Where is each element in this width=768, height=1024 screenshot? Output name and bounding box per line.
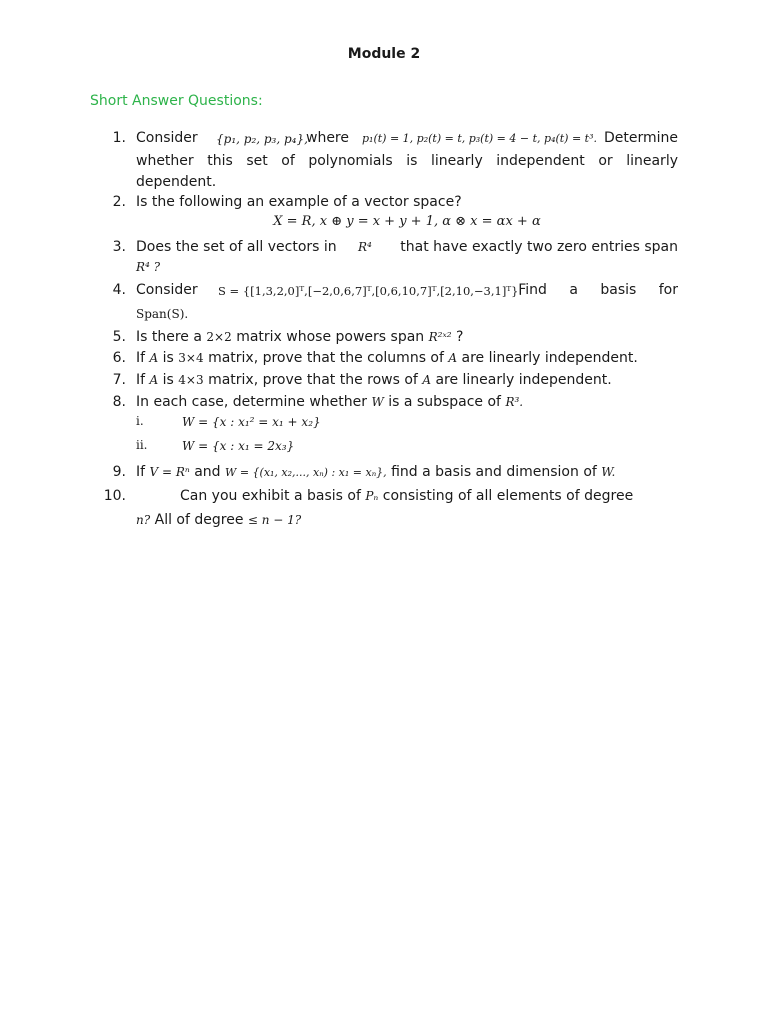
- question-text: If A is 3×4 matrix, prove that the columns of A are linearly independent.: [136, 350, 638, 366]
- question-number: 9.: [112, 464, 126, 480]
- document-page: Module 2 Short Answer Questions: 1. Consider {p₁, p₂, p₃, p₄}, where p₁(t) = 1, p₂(t) = t, p₃(t) = 4 − t, p₄(t) = t³. Determine whether this set of polynomials is linearly independent or linearly dependent. 2. Is the following an example of a vector space? X = R, x ⊕ y = x + y + 1, α ⊗ x = αx + α 3. Does the set of all vectors in R⁴ that have exactly two zero entries span R⁴ ? 4. Consider S = {[1,3,2,0]ᵀ,[−2,0,6,7]ᵀ,[0,6,10,7]ᵀ,[2,10,−3,1]ᵀ}. Find a basis for Span(S). 5. Is there a 2×2 matrix whose powers span R²ˣ² ? 6. If A is 3×4 matrix, prove that the columns of A are linearly independent. 7. If A is 4×3 matrix, prove that the rows of A are linearly independent. 8. In each case, determine whether W is a subspace of R³. i. W = {x : x₁² = x₁ + x₂} ii. W = {x : x₁ = 2x₃} 9. If V = Rⁿ and W = {(x₁, x₂,..., xₙ) : x₁ = xₙ}, find a basis and dimension of W. 10. Can you exhibit a basis of Pₙ consisting of all elements of degree n? All of degree ≤ n − 1?: [0, 0, 768, 1024]
- question-number: 10.: [103, 488, 126, 504]
- question-number: 2.: [112, 194, 126, 210]
- question-text: If V = Rⁿ and W = {(x₁, x₂,..., xₙ) : x₁ = xₙ}, find a basis and dimension of W.: [136, 464, 616, 480]
- question-text: In each case, determine whether W is a subspace of R³.: [136, 394, 524, 410]
- question-text: If A is 4×3 matrix, prove that the rows of A are linearly independent.: [136, 372, 612, 388]
- question-number: 4.: [112, 282, 126, 298]
- polynomial-definitions: p₁(t) = 1, p₂(t) = t, p₃(t) = 4 − t, p₄(t) = t³.: [362, 132, 598, 145]
- question-number: 8.: [112, 394, 126, 410]
- question-text: Is there a 2×2 matrix whose powers span R²ˣ² ?: [136, 329, 464, 345]
- question-number: 7.: [112, 372, 126, 388]
- question-text-continued: n? All of degree ≤ n − 1?: [136, 512, 302, 528]
- question-number: 3.: [112, 239, 126, 255]
- question-text: Can you exhibit a basis of Pₙ consisting of all elements of degree: [180, 488, 634, 504]
- vector-space-equation: X = R, x ⊕ y = x + y + 1, α ⊗ x = αx + α: [273, 214, 541, 229]
- section-title: Short Answer Questions:: [90, 93, 263, 109]
- question-number: 1.: [112, 130, 126, 146]
- question-number: 6.: [112, 350, 126, 366]
- vector-set: S = {[1,3,2,0]ᵀ,[−2,0,6,7]ᵀ,[0,6,10,7]ᵀ,[2,10,−3,1]ᵀ}.: [218, 284, 523, 298]
- polynomial-set: {p₁, p₂, p₃, p₄},: [216, 132, 308, 146]
- question-number: 5.: [112, 329, 126, 345]
- page-title: Module 2: [347, 46, 421, 62]
